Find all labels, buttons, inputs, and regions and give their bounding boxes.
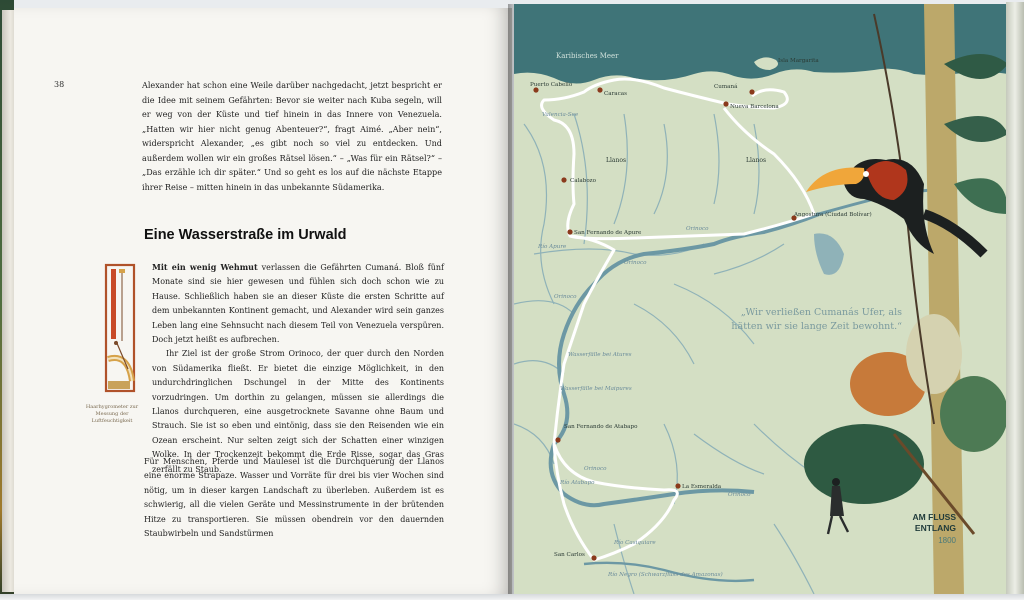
label-river: Río Casiquiare	[614, 540, 656, 546]
city-dot	[533, 87, 538, 92]
body-lead: Mit ein wenig Wehmut	[152, 262, 258, 272]
right-page-map	[514, 4, 1008, 596]
city-dot	[561, 177, 566, 182]
label-region: Llanos	[746, 157, 767, 164]
section-heading: Eine Wasserstraße im Urwald	[144, 227, 347, 243]
label-river: Orinoco	[624, 260, 647, 266]
label-city: Puerto Cabello	[530, 82, 573, 88]
chapter-title: AM FLUSS ENTLANG	[912, 512, 956, 533]
bottom-shadow	[0, 594, 1024, 600]
city-dot	[555, 437, 560, 442]
intro-paragraph: Alexander hat schon eine Weile darüber nachgedacht, jetzt bespricht er die Idee mit seinem Gefährten: Bevor sie weiter nach Kuba segeln, will er weg von der Küste und tief hinein in das Innere von Venezuela. „Hatten wir hier nicht genug Abenteuer?“, fragt Aimé. „Aber nein“, widerspricht Alexander, „es gibt noch so viel zu entdecken. Und außerdem wollen wir ein großes Rätsel lösen.“ – „Was für ein Rätsel?“ – „Das erzähle ich dir später.“ Und so geht es los auf die nächste Etappe ihrer Reise – mitten hinein in das unbekannte Südamerika.	[142, 80, 442, 192]
body-p2: Ihr Ziel ist der große Strom Orinoco, der quer durch den Norden von Südamerika fließt. Er bietet die einzige Möglichkeit, in den undurchdringlichen Dschungel in der Mitte des Kontinents vorzudringen. Um dorthin zu gelangen, müssen sie allerdings die Llanos durchqueren, eine ausgetrocknete Savanne ohne Baum und Strauch. Sie ist so eben und eintönig, dass sie den Reisenden wie ein Ozean erscheint. Nur selten zeigt sich der Schatten einer winzigen Wolke. In der Trockenzeit bekommt die Erde Risse, sogar das Gras zerfällt zu Staub.	[152, 349, 444, 474]
label-river: Río Negro (Schwarzfluss des Amazonas)	[608, 572, 723, 578]
chapter-year: 1800	[938, 536, 956, 545]
label-city: Cumaná	[714, 84, 738, 90]
label-city: Nueva Barcelona	[730, 104, 779, 110]
label-city: San Carlos	[554, 552, 585, 558]
city-dot	[749, 89, 754, 94]
label-city: Calabozo	[570, 178, 597, 184]
label-city: San Fernando de Apure	[574, 230, 642, 236]
label-region: Llanos	[606, 157, 627, 164]
label-river: Wasserfälle bei Maipures	[560, 386, 632, 392]
city-dot	[591, 555, 596, 560]
left-page	[14, 8, 512, 594]
label-city: Caracas	[604, 91, 627, 97]
body-paragraph	[152, 260, 444, 477]
city-dot	[675, 483, 680, 488]
label-river: Orinoco	[728, 492, 751, 498]
city-dot	[567, 229, 572, 234]
label-river: Wasserfälle bei Atures	[568, 352, 632, 358]
route-map	[514, 4, 1008, 596]
label-river: Orinoco	[686, 226, 709, 232]
page-number: 38	[54, 80, 65, 89]
map-quote: „Wir verließen Cumanás Ufer, als hätten wir sie lange Zeit bewohnt.“	[731, 307, 902, 332]
label-city: San Fernando de Atabapo	[564, 424, 638, 430]
label-river: Río Apure	[538, 244, 567, 250]
label-river: Río Atabapo	[560, 480, 595, 486]
label-sea: Karibisches Meer	[556, 52, 619, 60]
label-city: Angostura (Ciudad Bolívar)	[794, 212, 872, 218]
city-dot	[723, 101, 728, 106]
label-island: Isla Margarita	[778, 58, 819, 64]
hygrometer-illustration	[102, 261, 138, 393]
instrument-caption: Haarhygrometer zur Messung der Luftfeuchtigkeit	[85, 404, 139, 424]
label-river: Orinoco	[584, 466, 607, 472]
label-river: Valencia-See	[542, 112, 579, 118]
label-river: Orinoco	[554, 294, 577, 300]
body-p3: Für Menschen, Pferde und Maulesel ist die Durchquerung der Llanos eine enorme Strapaze. Wasser und Vorräte für drei bis vier Wochen sind nötig, um in dieser kargen Landschaft zu überleben. Außerdem ist es schwierig, all die vielen Geräte und Messinstrumente in der brütenden Hitze zu transportieren. Sie müssen obendrein vor den dauernden Staubwirbeln und Sandstürmen	[144, 457, 444, 539]
body-p1: verlassen die Gefährten Cumaná. Bloß fünf Monate sind sie hier gewesen und fühlen sich doch schon wie zu Hause. Schließlich haben sie an dieser Küste die ersten Schritte auf dem unbekannten Kontinent gemacht, und Alexander wird sein ganzes Leben lang eine Sehnsucht nach diesem Teil von Venezuela verspüren. Doch jetzt heißt es aufbrechen.	[152, 263, 445, 345]
label-city: La Esmeralda	[682, 484, 722, 490]
city-dot	[597, 87, 602, 92]
right-page-stack-edge	[1006, 2, 1024, 598]
